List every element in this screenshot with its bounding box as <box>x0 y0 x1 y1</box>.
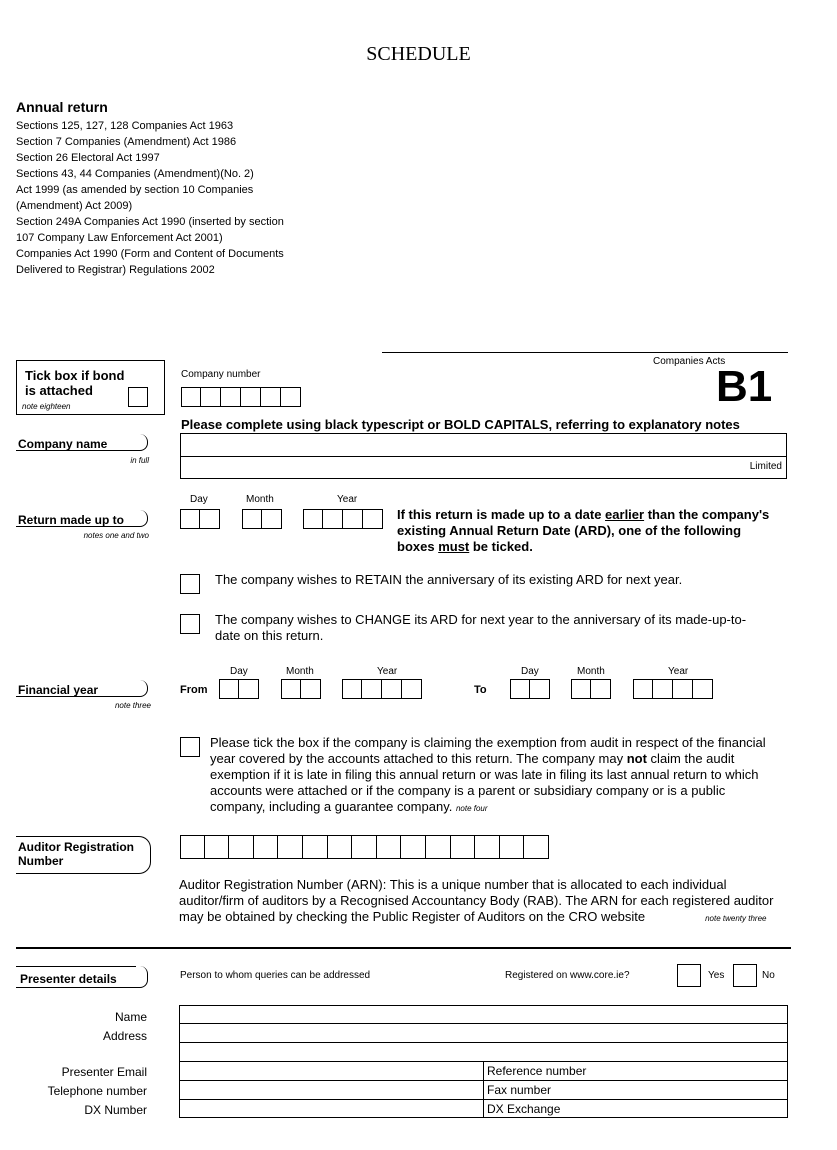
fax-number-field[interactable]: Fax number <box>487 1083 552 1097</box>
legislation-line: Section 7 Companies (Amendment) Act 1986 <box>16 136 237 148</box>
bond-label-line2: is attached <box>25 383 93 398</box>
warning-must: must <box>438 539 470 554</box>
legislation-line: Section 26 Electoral Act 1997 <box>16 152 160 164</box>
dx-exchange-field[interactable]: DX Exchange <box>487 1102 561 1116</box>
from-year-cells[interactable] <box>342 679 422 699</box>
return-made-up-to-label: Return made up to <box>18 513 125 527</box>
registered-core-label: Registered on www.core.ie? <box>505 970 630 981</box>
warning-part-1: If this return is made up to a date <box>397 507 606 522</box>
from-day-cells[interactable] <box>219 679 259 699</box>
to-day-label: Day <box>521 666 539 677</box>
companies-acts-label: Companies Acts <box>653 356 726 367</box>
dx-number-field[interactable] <box>180 1100 482 1117</box>
bond-note: note eighteen <box>22 402 71 411</box>
form-code: B1 <box>716 362 773 411</box>
return-note: notes one and two <box>83 531 149 540</box>
legislation-line: Sections 43, 44 Companies (Amendment)(No. 2) <box>16 168 254 180</box>
audit-text-not: not <box>626 751 647 766</box>
to-year-cells[interactable] <box>633 679 713 699</box>
financial-year-tab <box>16 680 148 697</box>
company-name-note: in full <box>130 456 149 465</box>
arn-description <box>179 877 779 927</box>
no-label: No <box>762 970 775 981</box>
change-ard-checkbox[interactable] <box>180 614 200 634</box>
section-divider <box>16 947 791 949</box>
legislation-line: Sections 125, 127, 128 Companies Act 1963 <box>16 120 234 132</box>
audit-exemption-text <box>210 735 770 817</box>
return-month-cells[interactable] <box>242 509 282 529</box>
return-made-up-to-tab <box>16 510 148 527</box>
to-year-label: Year <box>668 666 689 677</box>
presenter-tab-top <box>16 966 136 967</box>
from-label: From <box>180 684 208 696</box>
bond-label-line1: Tick box if bond <box>25 368 125 383</box>
email-label: Presenter Email <box>61 1065 147 1079</box>
legislation-line: 107 Company Law Enforcement Act 2001) <box>16 232 223 244</box>
schedule-title: SCHEDULE <box>366 43 471 65</box>
retain-ard-text: The company wishes to RETAIN the anniversary of its existing ARD for next year. <box>215 572 683 587</box>
audit-text-part1: Please tick the box if the company is claiming the exemption from audit in respect of the financial year covered by the accounts attached to this return. The company may <box>210 735 766 766</box>
company-number-cells[interactable] <box>181 387 301 407</box>
telephone-label: Telephone number <box>47 1084 147 1098</box>
legislation-line: Section 249A Companies Act 1990 (inserted by section <box>16 216 284 228</box>
warning-part-2: than the company's existing Annual Return Date (ARD), one of the following boxes <box>397 507 770 554</box>
return-month-label: Month <box>246 494 274 505</box>
dx-number-label: DX Number <box>84 1103 147 1117</box>
bond-attached-checkbox[interactable] <box>128 387 148 407</box>
company-name-field[interactable] <box>180 433 787 479</box>
audit-exemption-checkbox[interactable] <box>180 737 200 757</box>
name-label: Name <box>114 1010 147 1024</box>
presenter-details-label: Presenter details <box>20 972 117 986</box>
bond-attached-panel <box>16 360 165 415</box>
change-ard-text: The company wishes to CHANGE its ARD for next year to the anniversary of its made-up-to-date on this return. <box>215 612 747 643</box>
arn-description-text: Auditor Registration Number (ARN): This is a unique number that is allocated to each individual auditor/firm of auditors by a Recognised Accountancy Body (RAB). The ARN for each registered auditor may be obtained by checking the Public Register of Auditors on the CRO website <box>179 877 774 924</box>
to-label: To <box>474 684 487 696</box>
audit-note: note four <box>455 804 488 813</box>
address-field[interactable] <box>180 1024 786 1059</box>
queries-label: Person to whom queries can be addressed <box>180 970 371 981</box>
company-name-label: Company name <box>18 437 108 451</box>
registered-no-checkbox[interactable] <box>733 964 757 987</box>
telephone-field[interactable] <box>180 1081 482 1098</box>
form-title: Annual return <box>16 99 108 115</box>
reference-number-field[interactable]: Reference number <box>487 1064 587 1078</box>
legislation-line: Companies Act 1990 (Form and Content of Documents <box>16 248 284 260</box>
presenter-tab <box>16 966 148 988</box>
grid-vertical-divider <box>483 1062 484 1118</box>
limited-suffix: Limited <box>749 461 782 472</box>
retain-ard-checkbox[interactable] <box>180 574 200 594</box>
auditor-label <box>18 840 134 868</box>
to-month-cells[interactable] <box>571 679 611 699</box>
from-month-cells[interactable] <box>281 679 321 699</box>
company-number-label: Company number <box>181 369 261 380</box>
from-day-label: Day <box>230 666 248 677</box>
arn-note: note twenty three <box>705 914 767 923</box>
return-year-label: Year <box>337 494 358 505</box>
from-year-label: Year <box>377 666 398 677</box>
return-day-label: Day <box>190 494 208 505</box>
warning-earlier: earlier <box>605 507 645 522</box>
to-day-cells[interactable] <box>510 679 550 699</box>
legislation-line: Act 1999 (as amended by section 10 Companies <box>16 184 254 196</box>
legislation-list <box>16 118 284 278</box>
audit-text-part2: claim the audit exemption if it is late in filing this annual return or was late in filing its last annual return to which accounts were attached or if the company is a parent or subsidiary company or is a public company, including a guarantee company. <box>210 751 759 814</box>
to-month-label: Month <box>577 666 605 677</box>
financial-year-label: Financial year <box>18 683 99 697</box>
registered-yes-checkbox[interactable] <box>677 964 701 987</box>
company-name-divider <box>181 456 786 457</box>
instructions-text: Please complete using black typescript or BOLD CAPITALS, referring to explanatory notes <box>181 417 740 432</box>
from-month-label: Month <box>286 666 314 677</box>
yes-label: Yes <box>708 970 725 981</box>
warning-part-3: be ticked. <box>469 539 533 554</box>
company-name-tab <box>16 434 148 451</box>
return-year-cells[interactable] <box>303 509 383 529</box>
legislation-line: (Amendment) Act 2009) <box>16 200 133 212</box>
auditor-label-line2: Number <box>18 854 64 868</box>
address-label: Address <box>102 1029 147 1043</box>
legislation-line: Delivered to Registrar) Regulations 2002 <box>16 264 215 276</box>
email-field[interactable] <box>180 1062 482 1079</box>
auditor-label-line1: Auditor Registration <box>18 840 134 854</box>
auditor-registration-cells[interactable] <box>180 835 549 859</box>
return-day-cells[interactable] <box>180 509 220 529</box>
financial-year-note: note three <box>114 701 151 710</box>
earlier-date-warning <box>397 507 782 555</box>
header-rule <box>382 352 788 353</box>
name-field[interactable] <box>180 1006 786 1022</box>
